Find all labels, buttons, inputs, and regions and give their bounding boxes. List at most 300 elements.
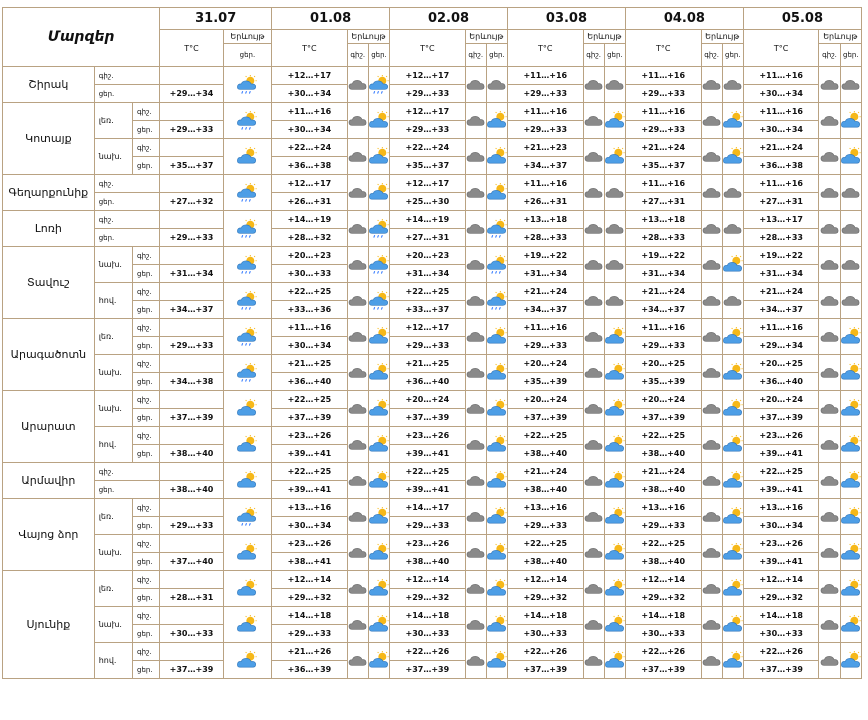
time-of-day: գիշ. xyxy=(133,571,160,589)
rain-cloud-icon xyxy=(369,75,389,95)
night-icon-cell xyxy=(701,463,722,499)
day-subheader: ցեր. xyxy=(368,44,389,67)
table-row xyxy=(3,247,862,265)
temp-value xyxy=(160,499,224,517)
day-icon-cell xyxy=(722,355,743,391)
temp-value: +37…+39 xyxy=(160,661,224,679)
temp-value: +14…+18 xyxy=(508,607,584,625)
temp-value: +11…+16 xyxy=(508,103,584,121)
temp-value: +11…+16 xyxy=(743,175,819,193)
zone-label: հով. xyxy=(94,643,132,679)
sun-cloud-icon xyxy=(487,327,507,347)
temp-value: +11…+16 xyxy=(625,175,701,193)
time-of-day: գիշ. xyxy=(133,391,160,409)
night-icon-cell xyxy=(465,139,486,175)
cloud-icon xyxy=(820,327,840,347)
sun-cloud-icon xyxy=(605,399,625,419)
temp-value: +19…+22 xyxy=(625,247,701,265)
temp-value: +27…+31 xyxy=(390,229,466,247)
sun-cloud-icon xyxy=(237,651,257,671)
temp-value: +23…+26 xyxy=(743,535,819,553)
sun-cloud-icon xyxy=(841,651,861,671)
night-icon-cell xyxy=(347,211,368,247)
temp-value xyxy=(160,67,224,85)
date-header: 04.08 xyxy=(625,8,743,30)
cloud-icon xyxy=(820,651,840,671)
sun-cloud-icon xyxy=(369,471,389,491)
night-icon-cell xyxy=(819,391,840,427)
night-icon-cell xyxy=(583,427,604,463)
temp-value: +29…+33 xyxy=(625,337,701,355)
day-icon-cell xyxy=(604,175,625,211)
temp-value: +20…+25 xyxy=(625,355,701,373)
temp-value: +29…+32 xyxy=(743,589,819,607)
zone-label: նախ. xyxy=(94,355,132,391)
time-of-day: գիշ. xyxy=(133,355,160,373)
sun-cloud-icon xyxy=(841,399,861,419)
temp-value: +12…+14 xyxy=(390,571,466,589)
temp-value: +11…+16 xyxy=(508,67,584,85)
temp-value: +36…+40 xyxy=(743,373,819,391)
temp-value: +37…+39 xyxy=(160,409,224,427)
cloud-icon xyxy=(584,111,604,131)
night-subheader: գիշ. xyxy=(583,44,604,67)
temp-value: +21…+24 xyxy=(743,139,819,157)
region-name: Գեղարքունիք xyxy=(3,175,95,211)
night-subheader: գիշ. xyxy=(701,44,722,67)
temp-value: +13…+16 xyxy=(625,499,701,517)
day-icon-cell xyxy=(722,391,743,427)
day-icon-cell xyxy=(486,283,507,319)
time-of-day: գիշ. xyxy=(133,607,160,625)
sun-cloud-icon xyxy=(237,543,257,563)
temp-value: +12…+14 xyxy=(625,571,701,589)
temp-value: +38…+40 xyxy=(508,445,584,463)
temp-value: +39…+41 xyxy=(272,481,348,499)
sun-cloud-icon xyxy=(723,435,743,455)
zone-label: նախ. xyxy=(94,391,132,427)
temp-value: +36…+39 xyxy=(272,661,348,679)
night-icon-cell xyxy=(819,355,840,391)
time-of-day: գիշ. xyxy=(94,211,160,229)
temp-value xyxy=(160,391,224,409)
sun-cloud-icon xyxy=(487,183,507,203)
cloud-icon xyxy=(584,327,604,347)
night-icon-cell xyxy=(465,355,486,391)
weather-icon-cell xyxy=(223,391,271,427)
temp-value: +28…+33 xyxy=(625,229,701,247)
night-icon-cell xyxy=(701,319,722,355)
temp-value: +29…+33 xyxy=(390,517,466,535)
sun-cloud-icon xyxy=(237,435,257,455)
temp-value: +14…+18 xyxy=(743,607,819,625)
temp-header: T°C xyxy=(390,30,466,67)
temp-value: +38…+40 xyxy=(625,481,701,499)
day-icon-cell xyxy=(604,319,625,355)
temp-value: +11…+16 xyxy=(272,319,348,337)
cloud-icon xyxy=(605,75,625,95)
temp-value: +13…+18 xyxy=(508,211,584,229)
temp-value: +36…+40 xyxy=(390,373,466,391)
temp-value: +29…+33 xyxy=(508,517,584,535)
day-icon-cell xyxy=(840,283,861,319)
temp-value xyxy=(160,607,224,625)
temp-value: +30…+34 xyxy=(743,517,819,535)
day-icon-cell xyxy=(486,607,507,643)
sun-cloud-icon xyxy=(369,183,389,203)
temp-value: +12…+14 xyxy=(272,571,348,589)
day-icon-cell xyxy=(722,571,743,607)
cloud-icon xyxy=(605,219,625,239)
cloud-icon xyxy=(584,471,604,491)
cloud-icon xyxy=(348,363,368,383)
night-icon-cell xyxy=(701,427,722,463)
sun-cloud-icon xyxy=(605,543,625,563)
cloud-icon xyxy=(584,255,604,275)
rain-cloud-icon xyxy=(487,255,507,275)
day-subheader: ցեր. xyxy=(722,44,743,67)
temp-value: +20…+24 xyxy=(508,391,584,409)
temp-value: +21…+24 xyxy=(625,283,701,301)
temp-value: +34…+37 xyxy=(625,301,701,319)
cloud-icon xyxy=(348,75,368,95)
temp-value xyxy=(160,427,224,445)
cloud-icon xyxy=(584,399,604,419)
weather-icon-cell xyxy=(223,247,271,283)
cloud-icon xyxy=(841,291,861,311)
night-icon-cell xyxy=(701,607,722,643)
temp-value: +29…+33 xyxy=(390,85,466,103)
cloud-icon xyxy=(605,255,625,275)
temp-value: +22…+25 xyxy=(272,391,348,409)
weather-icon-cell xyxy=(223,355,271,391)
day-icon-cell xyxy=(486,643,507,679)
day-icon-cell xyxy=(604,607,625,643)
temp-value: +35…+39 xyxy=(625,373,701,391)
cloud-icon xyxy=(702,507,722,527)
date-header: 05.08 xyxy=(743,8,861,30)
sun-cloud-icon xyxy=(237,579,257,599)
day-icon-cell xyxy=(840,571,861,607)
sun-cloud-icon xyxy=(369,111,389,131)
day-icon-cell xyxy=(486,499,507,535)
day-icon-cell xyxy=(368,571,389,607)
cloud-icon xyxy=(820,579,840,599)
sun-cloud-icon xyxy=(605,147,625,167)
night-icon-cell xyxy=(701,247,722,283)
cloud-icon xyxy=(466,255,486,275)
sun-cloud-icon xyxy=(237,147,257,167)
temp-value: +35…+37 xyxy=(625,157,701,175)
weather-icon-cell xyxy=(223,535,271,571)
night-icon-cell xyxy=(583,175,604,211)
cloud-icon xyxy=(702,435,722,455)
temp-value: +11…+16 xyxy=(743,67,819,85)
day-subheader: ցեր. xyxy=(840,44,861,67)
temp-value: +29…+33 xyxy=(508,121,584,139)
date-header: 03.08 xyxy=(508,8,626,30)
temp-value: +37…+39 xyxy=(508,409,584,427)
table-row xyxy=(3,499,862,517)
temp-value: +38…+40 xyxy=(508,481,584,499)
day-icon-cell xyxy=(722,247,743,283)
night-icon-cell xyxy=(819,211,840,247)
day-icon-cell xyxy=(604,139,625,175)
day-icon-cell xyxy=(486,571,507,607)
cloud-icon xyxy=(348,471,368,491)
temp-value: +13…+16 xyxy=(272,499,348,517)
cloud-icon xyxy=(466,291,486,311)
temp-value: +33…+36 xyxy=(272,301,348,319)
day-icon-cell xyxy=(486,211,507,247)
day-icon-cell xyxy=(840,319,861,355)
temp-value: +39…+41 xyxy=(390,481,466,499)
cloud-icon xyxy=(584,651,604,671)
date-header: 01.08 xyxy=(272,8,390,30)
day-icon-cell xyxy=(722,139,743,175)
sun-cloud-icon xyxy=(841,435,861,455)
temp-value: +29…+33 xyxy=(625,121,701,139)
sun-cloud-icon xyxy=(723,543,743,563)
day-icon-cell xyxy=(486,139,507,175)
sun-cloud-icon xyxy=(487,471,507,491)
temp-value: +14…+19 xyxy=(390,211,466,229)
temp-value: +34…+37 xyxy=(743,301,819,319)
night-icon-cell xyxy=(583,283,604,319)
cloud-icon xyxy=(702,219,722,239)
cloud-icon xyxy=(466,543,486,563)
sun-cloud-icon xyxy=(605,579,625,599)
table-row xyxy=(3,139,862,157)
day-icon-cell xyxy=(722,283,743,319)
temp-value: +14…+17 xyxy=(390,499,466,517)
day-icon-cell xyxy=(604,535,625,571)
day-icon-cell xyxy=(604,391,625,427)
night-icon-cell xyxy=(465,67,486,103)
rain-cloud-icon xyxy=(369,291,389,311)
cloud-icon xyxy=(348,219,368,239)
night-icon-cell xyxy=(583,463,604,499)
night-icon-cell xyxy=(819,175,840,211)
weather-icon-cell xyxy=(223,607,271,643)
temp-value: +26…+31 xyxy=(508,193,584,211)
zone-label: լեռ. xyxy=(94,319,132,355)
night-icon-cell xyxy=(819,283,840,319)
night-icon-cell xyxy=(583,643,604,679)
cloud-icon xyxy=(702,471,722,491)
temp-value: +37…+39 xyxy=(743,409,819,427)
zone-label: նախ. xyxy=(94,247,132,283)
region-name: Արմավիր xyxy=(3,463,95,499)
temp-value: +38…+40 xyxy=(390,553,466,571)
temp-value: +29…+33 xyxy=(272,625,348,643)
sun-cloud-icon xyxy=(369,147,389,167)
temp-value xyxy=(160,643,224,661)
time-of-day: ցեր. xyxy=(94,481,160,499)
cloud-icon xyxy=(820,471,840,491)
sun-cloud-icon xyxy=(841,111,861,131)
rain-cloud-icon xyxy=(487,219,507,239)
cloud-icon xyxy=(348,255,368,275)
rain-cloud-icon xyxy=(237,183,257,203)
cloud-icon xyxy=(723,219,743,239)
temp-value: +29…+33 xyxy=(160,121,224,139)
forecast-table xyxy=(2,7,862,679)
temp-value: +20…+25 xyxy=(743,355,819,373)
cloud-icon xyxy=(584,291,604,311)
table-row xyxy=(3,283,862,301)
temp-value: +11…+16 xyxy=(508,319,584,337)
night-icon-cell xyxy=(347,499,368,535)
sun-cloud-icon xyxy=(723,507,743,527)
night-icon-cell xyxy=(701,103,722,139)
temp-value: +11…+16 xyxy=(743,319,819,337)
temp-value: +30…+33 xyxy=(390,625,466,643)
temp-value xyxy=(160,247,224,265)
cloud-icon xyxy=(348,111,368,131)
rain-cloud-icon xyxy=(369,219,389,239)
temp-value: +23…+26 xyxy=(390,427,466,445)
day-icon-cell xyxy=(486,67,507,103)
night-icon-cell xyxy=(819,571,840,607)
day-icon-cell xyxy=(368,643,389,679)
cloud-icon xyxy=(820,183,840,203)
sun-cloud-icon xyxy=(369,543,389,563)
day-icon-cell xyxy=(840,607,861,643)
sun-cloud-icon xyxy=(369,399,389,419)
night-icon-cell xyxy=(701,175,722,211)
temp-header: T°C xyxy=(272,30,348,67)
temp-value: +28…+33 xyxy=(743,229,819,247)
temp-value: +12…+17 xyxy=(390,319,466,337)
phenomenon-header: Երևույթ xyxy=(347,30,389,44)
cloud-icon xyxy=(466,327,486,347)
temp-value: +26…+31 xyxy=(272,193,348,211)
day-icon-cell xyxy=(368,247,389,283)
temp-value: +14…+19 xyxy=(272,211,348,229)
temp-header: T°C xyxy=(743,30,819,67)
cloud-icon xyxy=(820,147,840,167)
night-icon-cell xyxy=(583,67,604,103)
temp-value xyxy=(160,355,224,373)
day-icon-cell xyxy=(604,571,625,607)
cloud-icon xyxy=(584,507,604,527)
night-icon-cell xyxy=(347,355,368,391)
temp-value: +29…+33 xyxy=(390,337,466,355)
day-icon-cell xyxy=(840,355,861,391)
temp-value: +21…+24 xyxy=(743,283,819,301)
night-icon-cell xyxy=(347,571,368,607)
temp-value: +29…+33 xyxy=(625,85,701,103)
day-icon-cell xyxy=(604,283,625,319)
temp-value: +30…+33 xyxy=(743,625,819,643)
temp-value: +22…+26 xyxy=(625,643,701,661)
time-of-day: գիշ. xyxy=(94,67,160,85)
temp-value: +37…+39 xyxy=(625,661,701,679)
night-subheader: գիշ. xyxy=(465,44,486,67)
temp-value: +22…+25 xyxy=(508,535,584,553)
cloud-icon xyxy=(702,183,722,203)
day-icon-cell xyxy=(840,175,861,211)
sun-cloud-icon xyxy=(369,651,389,671)
cloud-icon xyxy=(841,183,861,203)
temp-value: +22…+25 xyxy=(743,463,819,481)
temp-value: +11…+16 xyxy=(625,103,701,121)
temp-value: +22…+25 xyxy=(272,283,348,301)
day-icon-cell xyxy=(368,67,389,103)
temp-value: +37…+39 xyxy=(390,409,466,427)
temp-value: +37…+40 xyxy=(160,553,224,571)
temp-value: +39…+41 xyxy=(743,445,819,463)
sun-cloud-icon xyxy=(723,615,743,635)
temp-value xyxy=(160,103,224,121)
table-row xyxy=(3,67,862,85)
night-icon-cell xyxy=(465,319,486,355)
day-icon-cell xyxy=(368,139,389,175)
night-icon-cell xyxy=(465,427,486,463)
day-icon-cell xyxy=(486,103,507,139)
temp-value: +30…+33 xyxy=(160,625,224,643)
day-icon-cell xyxy=(368,391,389,427)
temp-value: +38…+40 xyxy=(160,445,224,463)
sun-cloud-icon xyxy=(723,147,743,167)
zone-label: լեռ. xyxy=(94,571,132,607)
day-subheader: ցեր. xyxy=(223,44,271,67)
temp-value: +13…+17 xyxy=(743,211,819,229)
cloud-icon xyxy=(466,363,486,383)
cloud-icon xyxy=(820,615,840,635)
day-icon-cell xyxy=(840,211,861,247)
temp-value: +30…+34 xyxy=(743,121,819,139)
night-icon-cell xyxy=(347,463,368,499)
day-icon-cell xyxy=(368,283,389,319)
temp-value: +29…+33 xyxy=(160,517,224,535)
day-icon-cell xyxy=(604,427,625,463)
night-icon-cell xyxy=(819,535,840,571)
temp-value: +11…+16 xyxy=(743,103,819,121)
temp-value: +36…+38 xyxy=(743,157,819,175)
temp-value xyxy=(160,283,224,301)
night-icon-cell xyxy=(819,103,840,139)
day-subheader: ցեր. xyxy=(604,44,625,67)
cloud-icon xyxy=(466,75,486,95)
day-icon-cell xyxy=(604,67,625,103)
temp-value: +39…+41 xyxy=(390,445,466,463)
day-icon-cell xyxy=(486,427,507,463)
sun-cloud-icon xyxy=(369,615,389,635)
sun-cloud-icon xyxy=(369,507,389,527)
night-icon-cell xyxy=(583,535,604,571)
night-icon-cell xyxy=(465,499,486,535)
sun-cloud-icon xyxy=(841,363,861,383)
temp-value: +21…+26 xyxy=(272,643,348,661)
rain-cloud-icon xyxy=(237,363,257,383)
temp-value: +29…+33 xyxy=(390,121,466,139)
phenomenon-header: Երևույթ xyxy=(701,30,743,44)
cloud-icon xyxy=(723,183,743,203)
temp-value xyxy=(160,319,224,337)
weather-icon-cell xyxy=(223,499,271,535)
temp-value: +14…+18 xyxy=(390,607,466,625)
cloud-icon xyxy=(466,219,486,239)
day-icon-cell xyxy=(722,499,743,535)
time-of-day: գիշ. xyxy=(133,319,160,337)
cloud-icon xyxy=(702,255,722,275)
temp-value: +37…+39 xyxy=(390,661,466,679)
night-icon-cell xyxy=(347,67,368,103)
cloud-icon xyxy=(820,363,840,383)
night-icon-cell xyxy=(465,643,486,679)
